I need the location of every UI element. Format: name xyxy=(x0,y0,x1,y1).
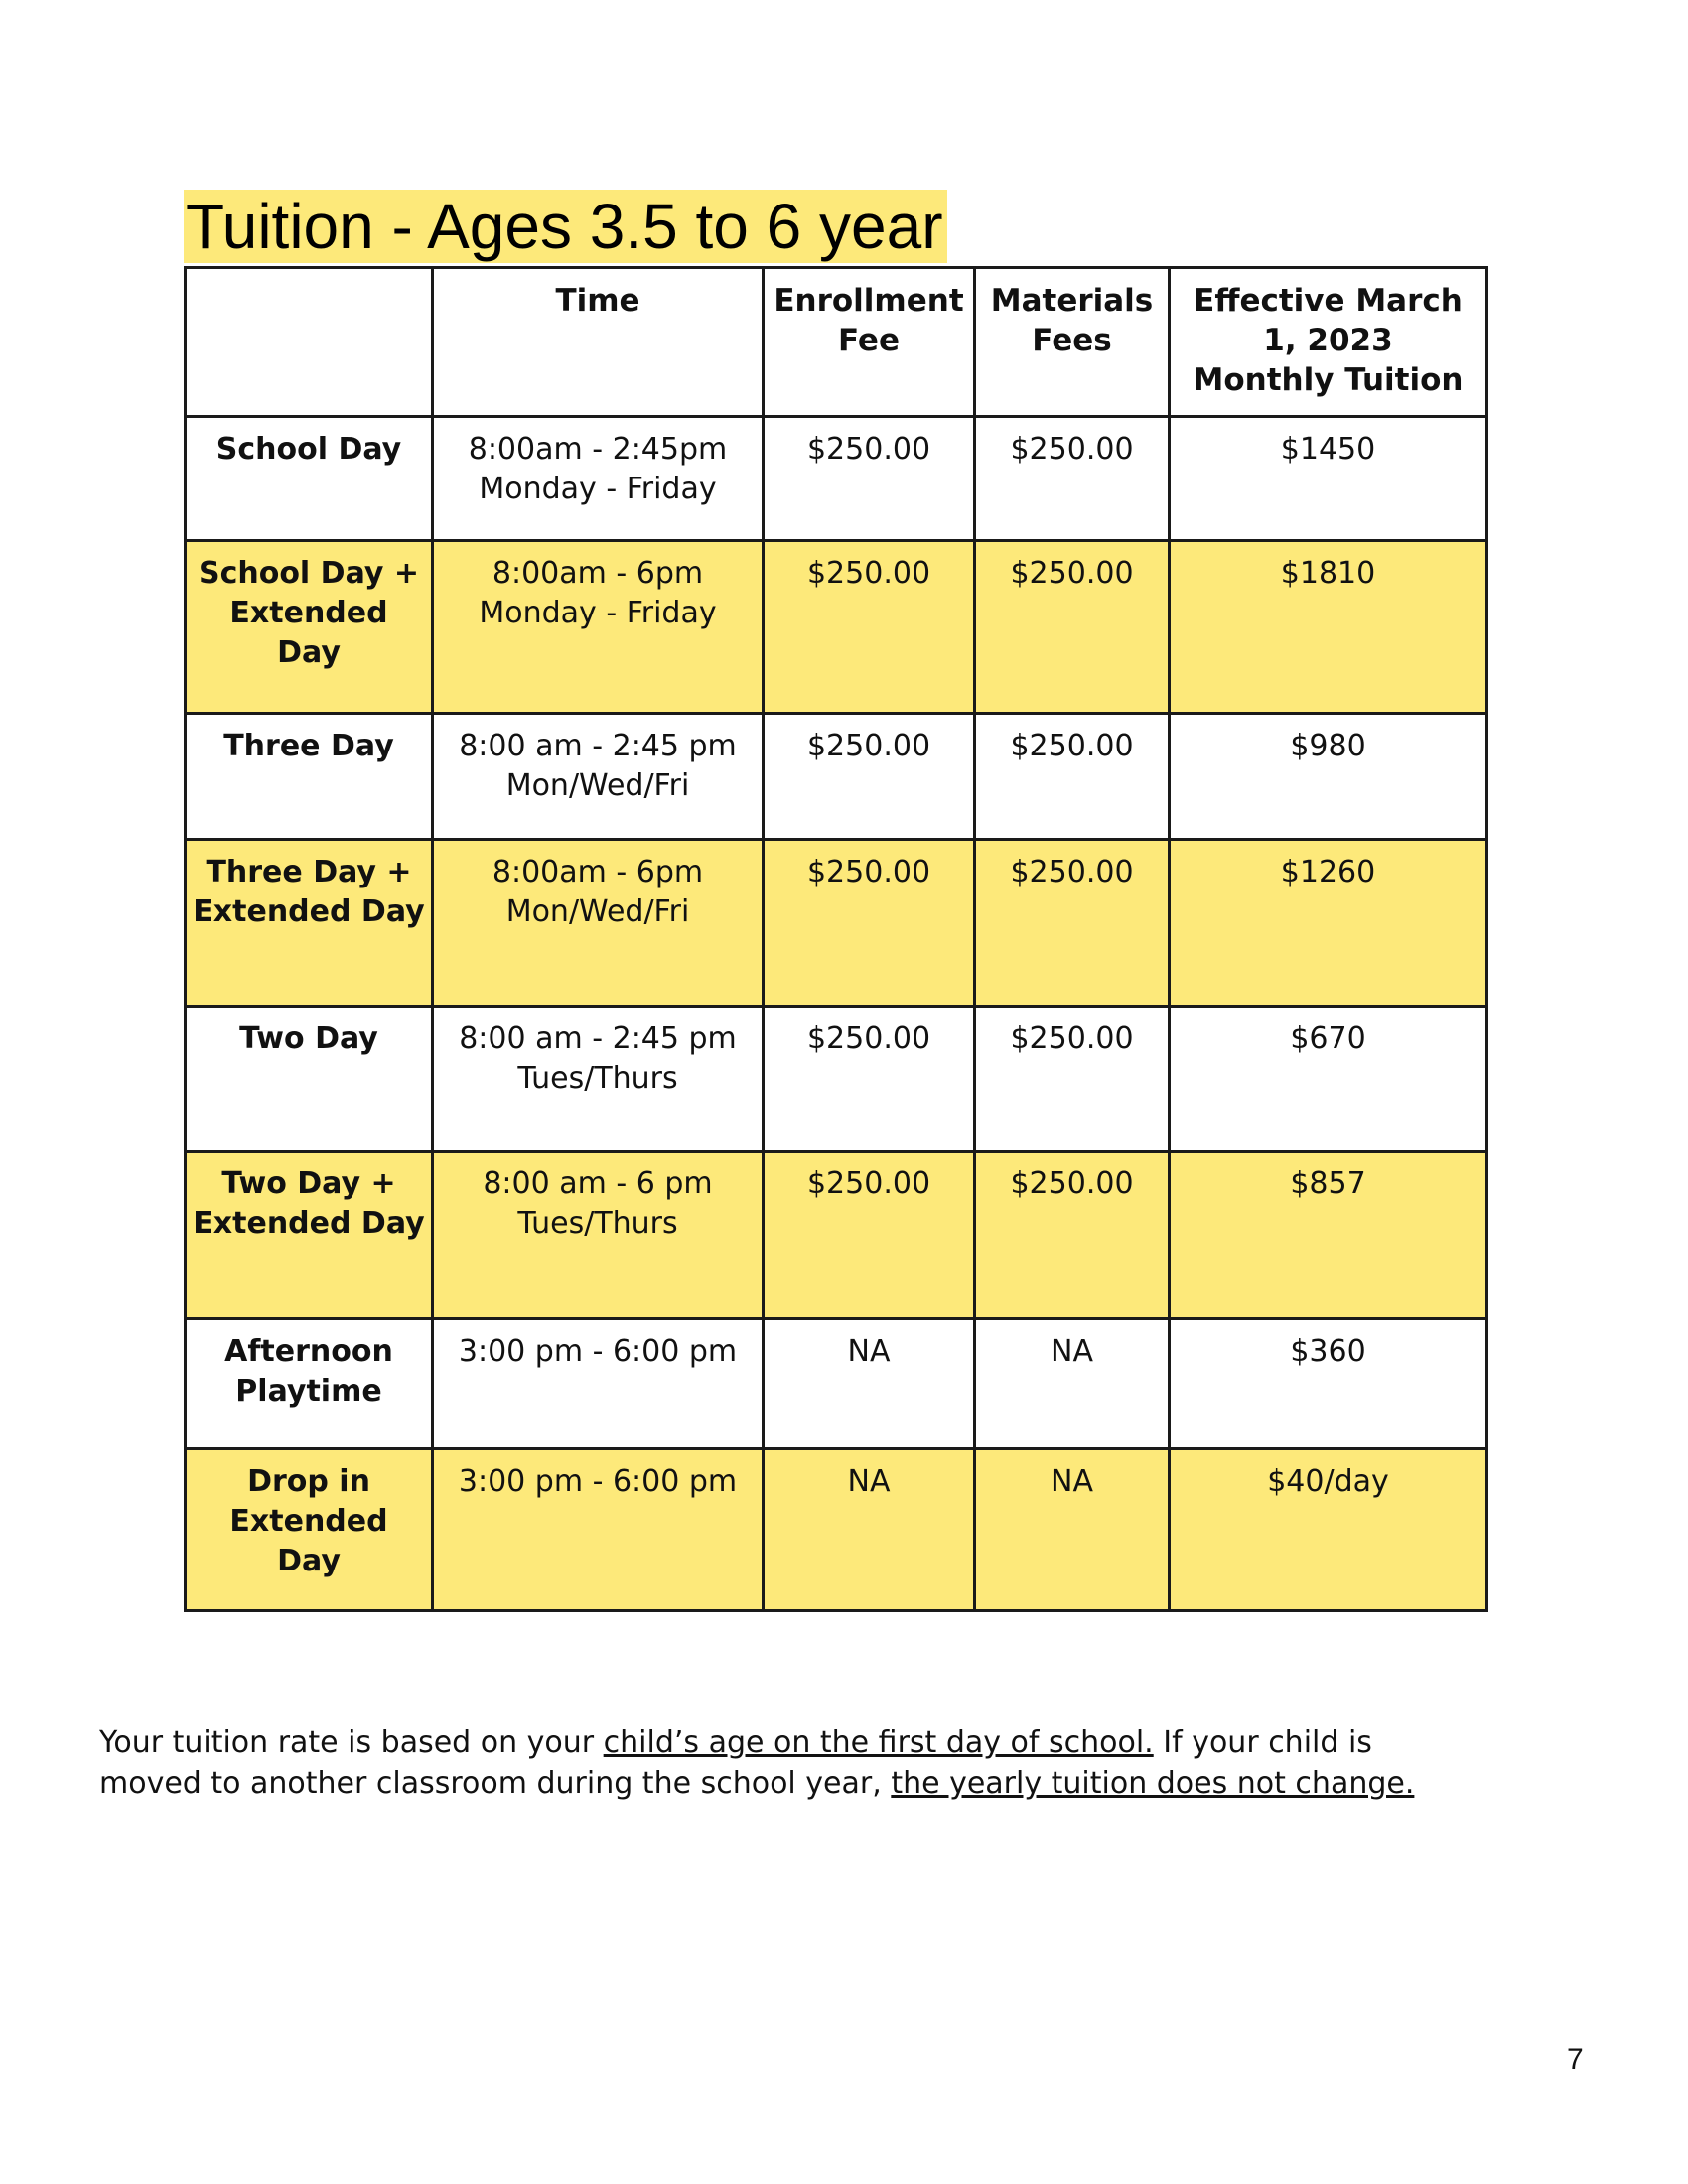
monthly-tuition-cell: $360 xyxy=(1170,1319,1487,1449)
time-range: 8:00 am - 6 pm xyxy=(483,1166,713,1201)
time-cell xyxy=(433,840,764,1007)
program-name: School Day xyxy=(215,432,402,467)
time-cell xyxy=(433,1449,764,1611)
program-name-line-1: Three Day + xyxy=(206,855,412,889)
materials-fee-cell: $250.00 xyxy=(975,840,1170,1007)
program-name-line-2: Playtime xyxy=(235,1374,382,1409)
time-days: Monday - Friday xyxy=(479,472,717,506)
time-range: 3:00 pm - 6:00 pm xyxy=(458,1334,738,1369)
time-cell xyxy=(433,541,764,714)
program-cell xyxy=(186,1007,433,1152)
monthly-tuition-cell: $670 xyxy=(1170,1007,1487,1152)
program-name-line-2: Extended xyxy=(229,596,388,630)
enrollment-fee-cell: $250.00 xyxy=(764,714,975,840)
materials-fee-cell: $250.00 xyxy=(975,1152,1170,1319)
time-days: Mon/Wed/Fri xyxy=(505,768,690,803)
note-underline-no-change: the yearly tuition does not change. xyxy=(891,1766,1415,1801)
enrollment-fee-cell: $250.00 xyxy=(764,1007,975,1152)
enrollment-fee-cell: NA xyxy=(764,1449,975,1611)
time-range: 8:00am - 6pm xyxy=(492,855,704,889)
time-range: 8:00 am - 2:45 pm xyxy=(459,729,737,763)
time-cell xyxy=(433,714,764,840)
enrollment-fee-cell: $250.00 xyxy=(764,417,975,541)
table-row xyxy=(186,840,1487,1007)
materials-fee-cell: NA xyxy=(975,1449,1170,1611)
program-name-line-3: Day xyxy=(277,1544,341,1578)
table-row xyxy=(186,417,1487,541)
time-cell xyxy=(433,417,764,541)
program-cell xyxy=(186,714,433,840)
time-cell xyxy=(433,1007,764,1152)
table-row xyxy=(186,714,1487,840)
note-text-1: Your tuition rate is based on your xyxy=(99,1725,604,1760)
enrollment-fee-cell: $250.00 xyxy=(764,541,975,714)
monthly-tuition-cell: $857 xyxy=(1170,1152,1487,1319)
table-row xyxy=(186,541,1487,714)
program-name-line-2: Extended Day xyxy=(193,1206,425,1241)
time-range: 3:00 pm - 6:00 pm xyxy=(458,1464,738,1499)
program-name-line-1: Afternoon xyxy=(224,1334,393,1369)
time-days: Mon/Wed/Fri xyxy=(505,894,690,929)
time-range: 8:00 am - 2:45 pm xyxy=(459,1022,737,1056)
materials-fee-cell: $250.00 xyxy=(975,1007,1170,1152)
tuition-note xyxy=(99,1722,1430,1804)
enrollment-fee-cell: $250.00 xyxy=(764,1152,975,1319)
program-cell xyxy=(186,541,433,714)
header-enrollment-line-1: Enrollment xyxy=(774,283,964,319)
header-time xyxy=(433,268,764,417)
program-cell xyxy=(186,840,433,1007)
program-name-line-1: School Day + xyxy=(198,556,420,591)
materials-fee-cell: NA xyxy=(975,1319,1170,1449)
program-name: Two Day xyxy=(239,1022,378,1056)
materials-fee-cell: $250.00 xyxy=(975,417,1170,541)
enrollment-fee-cell: NA xyxy=(764,1319,975,1449)
monthly-tuition-cell: $1810 xyxy=(1170,541,1487,714)
header-program xyxy=(186,268,433,417)
monthly-tuition-cell: $1260 xyxy=(1170,840,1487,1007)
time-days: Tues/Thurs xyxy=(517,1061,678,1096)
header-tuition-line-2: 1, 2023 xyxy=(1263,323,1393,358)
header-enrollment-line-2: Fee xyxy=(838,323,900,358)
table-row xyxy=(186,1319,1487,1449)
header-tuition-line-3: Monthly Tuition xyxy=(1193,362,1464,398)
program-name-line-1: Two Day + xyxy=(221,1166,396,1201)
header-materials-line-2: Fees xyxy=(1032,323,1112,358)
program-name-line-1: Drop in xyxy=(247,1464,370,1499)
header-tuition-line-1: Effective March xyxy=(1194,283,1463,319)
table-row xyxy=(186,1152,1487,1319)
table-row xyxy=(186,1449,1487,1611)
header-materials-fees xyxy=(975,268,1170,417)
note-text-2: If your child is moved to another classroom during the school year, xyxy=(99,1725,1372,1801)
program-name: Three Day xyxy=(223,729,394,763)
header-monthly-tuition xyxy=(1170,268,1487,417)
header-materials-line-1: Materials xyxy=(990,283,1154,319)
materials-fee-cell: $250.00 xyxy=(975,541,1170,714)
header-enrollment-fee xyxy=(764,268,975,417)
table-header-row xyxy=(186,268,1487,417)
page-number: 7 xyxy=(1567,2043,1584,2076)
time-range: 8:00am - 2:45pm xyxy=(468,432,728,467)
header-time-label: Time xyxy=(555,283,640,319)
program-name-line-3: Day xyxy=(277,635,341,670)
time-days: Monday - Friday xyxy=(479,596,717,630)
time-days: Tues/Thurs xyxy=(517,1206,678,1241)
program-cell xyxy=(186,417,433,541)
note-underline-age: child’s age on the first day of school. xyxy=(603,1725,1154,1760)
monthly-tuition-cell: $980 xyxy=(1170,714,1487,840)
tuition-table xyxy=(184,266,1488,1612)
program-cell xyxy=(186,1449,433,1611)
program-name-line-2: Extended xyxy=(229,1504,388,1539)
monthly-tuition-cell: $1450 xyxy=(1170,417,1487,541)
program-name-line-2: Extended Day xyxy=(193,894,425,929)
materials-fee-cell: $250.00 xyxy=(975,714,1170,840)
monthly-tuition-cell: $40/day xyxy=(1170,1449,1487,1611)
time-cell xyxy=(433,1319,764,1449)
enrollment-fee-cell: $250.00 xyxy=(764,840,975,1007)
time-range: 8:00am - 6pm xyxy=(492,556,704,591)
program-cell xyxy=(186,1152,433,1319)
table-row xyxy=(186,1007,1487,1152)
time-cell xyxy=(433,1152,764,1319)
page-title: Tuition - Ages 3.5 to 6 year xyxy=(184,190,947,263)
program-cell xyxy=(186,1319,433,1449)
